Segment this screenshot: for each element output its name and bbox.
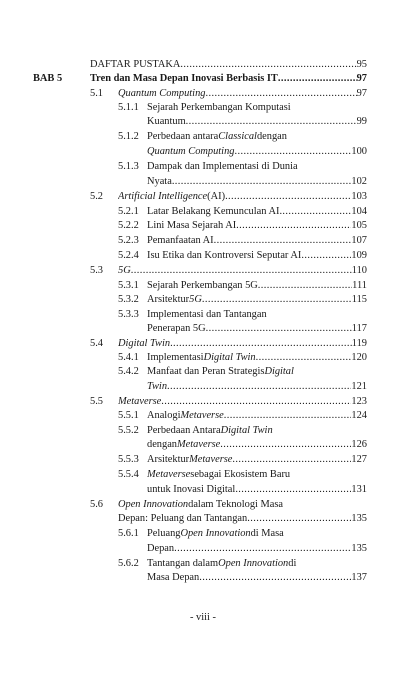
toc-entry-title <box>147 145 351 159</box>
toc-entry[interactable] <box>147 483 367 497</box>
toc-entry-title <box>90 72 357 86</box>
dot-leader <box>232 453 351 467</box>
toc-entry-number: 5.1.2 <box>118 131 139 142</box>
toc-entry[interactable] <box>147 438 367 452</box>
toc-entry-page: 107 <box>351 235 367 246</box>
toc-title-segment: Tren dan Masa Depan Inovasi Berbasis IT <box>90 73 278 84</box>
toc-title-segment: Tantangan dalam <box>147 558 219 569</box>
toc-entry-title <box>147 249 351 263</box>
toc-title-segment: Pemanfaatan AI <box>147 235 214 246</box>
toc-entry[interactable] <box>118 101 367 115</box>
toc-title-segment: Isu Etika dan Kontroversi Seputar AI <box>147 250 302 261</box>
toc-entry-title <box>147 542 351 556</box>
toc-entry[interactable] <box>118 409 367 423</box>
dot-leader <box>235 483 351 497</box>
toc-title-segment: Latar Belakang Kemunculan AI <box>147 206 280 217</box>
toc-title-segment: 5G <box>189 294 202 305</box>
toc-entry[interactable] <box>118 279 367 293</box>
toc-entry-page: 126 <box>351 439 367 450</box>
toc-entry-number: 5.4.2 <box>118 366 139 377</box>
toc-entry[interactable] <box>90 87 367 101</box>
toc-title-segment: Metaverse <box>118 396 162 407</box>
toc-entry-page: 95 <box>356 59 367 70</box>
toc-title-segment: dalam Teknologi Masa <box>188 499 284 510</box>
toc-title-segment: Digital Twin <box>220 425 273 436</box>
toc-entry-number: 5.3 <box>90 265 103 276</box>
toc-entry[interactable] <box>90 264 367 278</box>
toc-entry[interactable] <box>147 571 367 585</box>
toc-entry-title <box>147 205 351 219</box>
toc-entry-number: 5.2 <box>90 191 103 202</box>
dot-leader <box>247 512 351 526</box>
toc-title-segment: Open Innovation <box>118 499 189 510</box>
toc-title-segment: di <box>288 558 297 569</box>
toc-entry-page: 97 <box>356 88 367 99</box>
toc-entry-number: 5.3.3 <box>118 309 139 320</box>
toc-entry-title <box>147 160 367 174</box>
toc-title-segment: Digital <box>264 366 294 377</box>
toc-title-segment: untuk Inovasi Digital <box>147 484 236 495</box>
toc-entry-title <box>147 219 351 233</box>
toc-entry-page: 105 <box>351 220 367 231</box>
toc-title-segment: Kuantum <box>147 116 186 127</box>
toc-entry[interactable] <box>90 58 367 72</box>
dot-leader <box>206 322 352 336</box>
toc-entry-title <box>147 234 351 248</box>
toc-entry-number: 5.5.3 <box>118 454 139 465</box>
toc-title-segment: di Masa <box>250 528 284 539</box>
toc-entry[interactable] <box>147 145 367 159</box>
toc-entry-title <box>147 175 351 189</box>
toc-title-segment: Twin <box>147 381 168 392</box>
dot-leader <box>202 293 352 307</box>
toc-entry[interactable] <box>118 205 367 219</box>
toc-entry-page: 131 <box>351 484 367 495</box>
toc-entry-number: 5.2.3 <box>118 235 139 246</box>
toc-title-segment: Peluang <box>147 528 181 539</box>
toc-entry-title <box>147 101 367 115</box>
toc-title-segment: dengan <box>147 439 178 450</box>
dot-leader <box>186 115 357 129</box>
toc-entry[interactable] <box>118 365 367 379</box>
toc-entry[interactable] <box>147 115 367 129</box>
toc-entry-title <box>118 498 367 512</box>
toc-entry-title <box>118 264 352 278</box>
toc-entry-title <box>147 453 351 467</box>
toc-entry-title <box>147 365 367 379</box>
toc-entry-page: 117 <box>351 323 367 334</box>
toc-entry-number: 5.2.4 <box>118 250 139 261</box>
toc-title-segment: Open Innovation <box>218 558 289 569</box>
toc-title-segment: Classical <box>218 131 257 142</box>
dot-leader <box>180 58 356 72</box>
toc-entry[interactable] <box>90 395 367 409</box>
dot-leader <box>279 205 351 219</box>
dot-leader <box>301 249 351 263</box>
dot-leader <box>258 279 352 293</box>
toc-entry-number: 5.4.1 <box>118 352 139 363</box>
toc-entry-page: 124 <box>351 410 367 421</box>
toc-title-segment: Implementasi <box>147 352 204 363</box>
toc-entry-title <box>147 293 352 307</box>
toc-title-segment: dengan <box>256 131 287 142</box>
toc-entry[interactable] <box>118 234 367 248</box>
toc-title-segment: Dampak dan Implementasi di Dunia <box>147 161 298 172</box>
toc-title-segment: Sejarah Perkembangan 5G <box>147 280 258 291</box>
toc-title-segment: 5G <box>118 265 131 276</box>
toc-entry-number: 5.5.1 <box>118 410 139 421</box>
dot-leader <box>256 351 352 365</box>
toc-entry[interactable] <box>147 322 367 336</box>
toc-entry-number: 5.3.1 <box>118 280 139 291</box>
toc-title-segment: Metaverse <box>177 439 221 450</box>
toc-title-segment: Arsitektur <box>147 454 190 465</box>
toc-entry[interactable] <box>118 557 367 571</box>
toc-entry-page: 137 <box>351 572 367 583</box>
toc-title-segment: (AI) <box>207 191 226 202</box>
dot-leader <box>199 571 351 585</box>
toc-entry-number: 5.5.4 <box>118 469 139 480</box>
toc-entry-title <box>118 87 357 101</box>
toc-title-segment: Metaverse <box>147 469 191 480</box>
toc-entry-page: 104 <box>351 206 367 217</box>
toc-entry[interactable] <box>90 337 367 351</box>
toc-entry-title <box>147 483 351 497</box>
toc-entry-title <box>147 527 367 541</box>
toc-title-segment: sebagai Ekosistem Baru <box>190 469 291 480</box>
toc-entry[interactable] <box>33 72 367 86</box>
toc-entry-title <box>147 424 367 438</box>
dot-leader <box>224 409 352 423</box>
toc-entry-page: 127 <box>351 454 367 465</box>
toc-title-segment: Sejarah Perkembangan Komputasi <box>147 102 291 113</box>
toc-entry-title <box>90 58 357 72</box>
dot-leader <box>236 219 351 233</box>
toc-entry-page: 102 <box>351 176 367 187</box>
toc-title-segment: Metaverse <box>189 454 233 465</box>
toc-entry-title <box>147 380 351 394</box>
toc-entry[interactable] <box>147 175 367 189</box>
toc-entry[interactable] <box>118 308 367 322</box>
toc-title-segment: Quantum Computing <box>118 88 206 99</box>
toc-entry[interactable] <box>118 219 367 233</box>
toc-title-segment: Quantum Computing <box>147 146 235 157</box>
page-number-footer: - viii - <box>190 612 216 623</box>
toc-entry-title <box>147 308 367 322</box>
toc-entry[interactable] <box>118 512 367 526</box>
toc-title-segment: Open Innovation <box>180 528 251 539</box>
toc-entry-number: 5.5 <box>90 396 103 407</box>
toc-entry-number: 5.1 <box>90 88 103 99</box>
toc-entry-title <box>147 571 351 585</box>
toc-entry-page: 109 <box>351 250 367 261</box>
toc-entry-page: 99 <box>356 116 367 127</box>
toc-entry-page: 103 <box>351 191 367 202</box>
toc-title-segment: Penerapan 5G <box>147 323 206 334</box>
dot-leader <box>225 190 351 204</box>
toc-entry-page: 115 <box>351 294 367 305</box>
toc-entry-page: 135 <box>351 543 367 554</box>
toc-entry-title <box>147 468 367 482</box>
toc-entry-title <box>147 322 352 336</box>
toc-title-segment: Depan: Peluang dan Tantangan <box>118 513 248 524</box>
toc-entry[interactable] <box>147 380 367 394</box>
toc-entry-page: 121 <box>351 381 367 392</box>
toc-title-segment: Artificial Intelligence <box>118 191 208 202</box>
toc-entry[interactable] <box>90 498 367 512</box>
dot-leader <box>170 337 352 351</box>
toc-entry-page: 111 <box>352 280 367 291</box>
toc-entry-number: 5.2.1 <box>118 206 139 217</box>
toc-entry-page: 123 <box>351 396 367 407</box>
toc-title-segment: Nyata <box>147 176 172 187</box>
dot-leader <box>167 380 351 394</box>
toc-entry[interactable] <box>118 453 367 467</box>
toc-title-segment: DAFTAR PUSTAKA <box>90 59 181 70</box>
dot-leader <box>172 175 352 189</box>
toc-entry-title <box>147 279 352 293</box>
toc-entry-page: 120 <box>351 352 367 363</box>
dot-leader <box>174 542 351 556</box>
dot-leader <box>220 438 351 452</box>
toc-entry-title <box>147 351 351 365</box>
toc-entry-page: 135 <box>351 513 367 524</box>
dot-leader <box>131 264 352 278</box>
toc-entry-title <box>118 190 351 204</box>
toc-entry-title <box>118 512 351 526</box>
toc-entry-number: 5.6.2 <box>118 558 139 569</box>
toc-entry[interactable] <box>118 527 367 541</box>
dot-leader <box>205 87 356 101</box>
toc-entry[interactable] <box>118 130 367 144</box>
toc-entry[interactable] <box>118 249 367 263</box>
toc-title-segment: Digital Twin <box>203 352 256 363</box>
toc-entry[interactable] <box>90 190 367 204</box>
toc-entry-number: 5.1.1 <box>118 102 139 113</box>
toc-entry-number: 5.1.3 <box>118 161 139 172</box>
toc-title-segment: Digital Twin <box>118 338 171 349</box>
toc-entry-title <box>118 395 351 409</box>
toc-entry-title <box>147 409 351 423</box>
dot-leader <box>214 234 352 248</box>
toc-entry-number: 5.2.2 <box>118 220 139 231</box>
toc-entry-title <box>147 557 367 571</box>
toc-title-segment: Lini Masa Sejarah AI <box>147 220 237 231</box>
toc-entry-title <box>118 337 352 351</box>
toc-title-segment: Implementasi dan Tantangan <box>147 309 267 320</box>
dot-leader <box>234 145 351 159</box>
toc-title-segment: Metaverse <box>180 410 224 421</box>
toc-entry-number: BAB 5 <box>33 73 63 84</box>
toc-entry-title <box>147 438 351 452</box>
toc-title-segment: Depan <box>147 543 175 554</box>
toc-entry[interactable] <box>118 160 367 174</box>
toc-entry[interactable] <box>147 542 367 556</box>
toc-entry[interactable] <box>118 424 367 438</box>
toc-entry-page: 97 <box>356 73 367 84</box>
toc-entry[interactable] <box>118 468 367 482</box>
toc-title-segment: Perbedaan antara <box>147 131 219 142</box>
toc-entry-number: 5.5.2 <box>118 425 139 436</box>
toc-entry-number: 5.4 <box>90 338 103 349</box>
toc-entry-number: 5.6.1 <box>118 528 139 539</box>
toc-entry-number: 5.6 <box>90 499 103 510</box>
toc-entry[interactable] <box>118 351 367 365</box>
toc-entry-title <box>147 115 357 129</box>
toc-entry-page: 110 <box>351 265 367 276</box>
toc-entry[interactable] <box>118 293 367 307</box>
toc-title-segment: Manfaat dan Peran Strategis <box>147 366 265 377</box>
dot-leader <box>278 72 357 86</box>
toc-title-segment: Masa Depan <box>147 572 200 583</box>
toc-entry-number: 5.3.2 <box>118 294 139 305</box>
toc-entry-page: 119 <box>351 338 367 349</box>
dot-leader <box>161 395 351 409</box>
toc-title-segment: Arsitektur <box>147 294 190 305</box>
toc-title-segment: Perbedaan Antara <box>147 425 221 436</box>
toc-title-segment: Analogi <box>147 410 181 421</box>
toc-entry-title <box>147 130 367 144</box>
toc-entry-page: 100 <box>351 146 367 157</box>
